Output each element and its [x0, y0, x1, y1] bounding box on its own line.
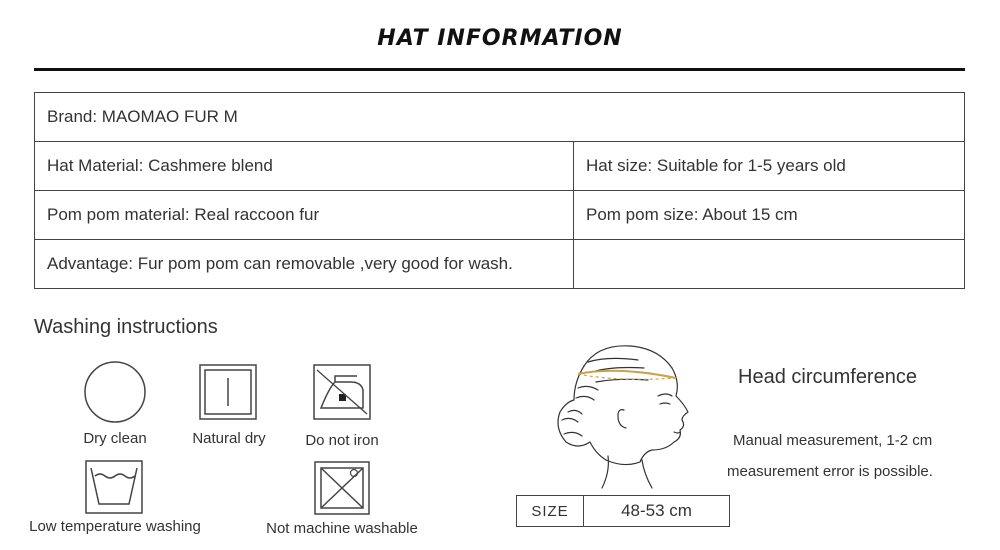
page-title: HAT INFORMATION — [377, 26, 623, 51]
table-row — [35, 240, 965, 289]
empty-cell — [574, 240, 965, 289]
not-machine-washable-label: Not machine washable — [266, 520, 418, 537]
measurement-note-line1: Manual measurement, 1-2 cm — [733, 432, 933, 449]
measurement-note-line2: measurement error is possible. — [727, 463, 933, 480]
dry-clean-circle-icon — [83, 360, 147, 424]
not-machine-washable-icon — [314, 461, 370, 515]
head-measurement-illustration — [548, 338, 698, 490]
natural-dry-label: Natural dry — [192, 430, 266, 447]
hat-size-cell: Hat size: Suitable for 1-5 years old — [574, 142, 965, 191]
advantage-cell: Advantage: Fur pom pom can removable ,very good for wash. — [35, 240, 574, 289]
low-temp-washing-label: Low temperature washing — [29, 518, 201, 535]
size-value: 48-53 cm — [621, 501, 692, 520]
brand-cell: Brand: MAOMAO FUR M — [35, 93, 965, 142]
head-circumference-title: Head circumference — [738, 366, 917, 388]
table-row — [35, 191, 965, 240]
table-row — [35, 93, 965, 142]
natural-dry-icon — [199, 364, 257, 420]
hat-material-cell: Hat Material: Cashmere blend — [35, 142, 574, 191]
size-box — [516, 495, 730, 527]
pom-material-cell: Pom pom material: Real raccoon fur — [35, 191, 574, 240]
pom-size-cell: Pom pom size: About 15 cm — [574, 191, 965, 240]
dry-clean-label: Dry clean — [83, 430, 147, 447]
size-key: SIZE — [517, 496, 584, 526]
wash-tub-icon — [85, 460, 143, 514]
table-row — [35, 142, 965, 191]
do-not-iron-label: Do not iron — [305, 432, 379, 449]
hat-info-table — [34, 92, 965, 289]
title-divider — [34, 68, 965, 71]
washing-instructions-title: Washing instructions — [34, 316, 218, 338]
do-not-iron-icon — [313, 364, 371, 420]
